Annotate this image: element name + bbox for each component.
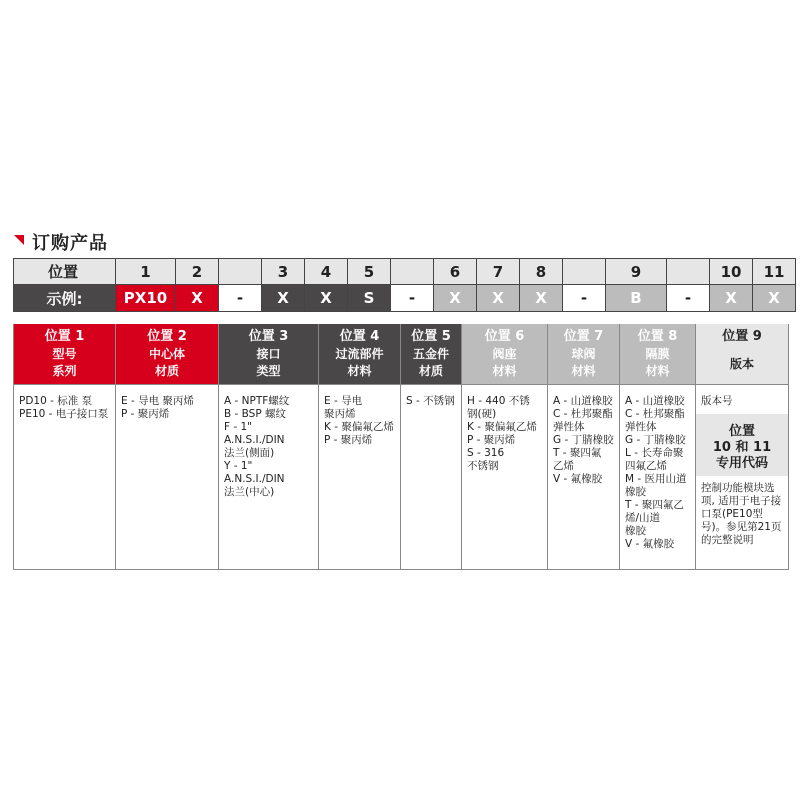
position-cell: 3 bbox=[262, 259, 305, 285]
option-item: T - 聚四氟 乙烯 bbox=[553, 447, 602, 472]
position-label: 位置 bbox=[14, 259, 116, 285]
column-header: 位置 2 中心体 材质 bbox=[116, 324, 219, 385]
example-cell: B bbox=[606, 285, 667, 312]
position-grid bbox=[13, 258, 796, 312]
column-header: 位置 6 阀座 材料 bbox=[462, 324, 548, 385]
position-cell: 2 bbox=[176, 259, 219, 285]
position-cell bbox=[391, 259, 434, 285]
option-item: V - 氟橡胶 bbox=[553, 473, 603, 485]
options-header-row bbox=[14, 324, 789, 385]
option-item: PE10 - 电子接口泵 bbox=[19, 408, 109, 420]
triangle-marker-icon bbox=[14, 235, 24, 245]
option-item: G - 丁腈橡胶 bbox=[625, 434, 686, 446]
option-item: A - 山道橡胶 bbox=[625, 395, 685, 407]
option-item: P - 聚丙烯 bbox=[121, 408, 170, 420]
example-cell: X bbox=[710, 285, 753, 312]
option-cell bbox=[696, 385, 789, 570]
option-cell bbox=[319, 385, 401, 570]
example-cell: - bbox=[219, 285, 262, 312]
position-cell bbox=[667, 259, 710, 285]
option-item: E - 导电 聚丙烯 bbox=[324, 395, 363, 420]
position-row bbox=[14, 259, 796, 285]
option-item: H - 440 不锈 钢(硬) bbox=[467, 395, 530, 420]
option-item: A - NPTF螺纹 bbox=[224, 395, 290, 407]
option-item: P - 聚丙烯 bbox=[324, 434, 373, 446]
option-item: K - 聚偏氟乙烯 bbox=[467, 421, 537, 433]
example-cell: - bbox=[391, 285, 434, 312]
option-item: 版本号 bbox=[701, 395, 733, 407]
option-cell bbox=[548, 385, 620, 570]
option-item: L - 长寿命聚 四氟乙烯 bbox=[625, 447, 684, 472]
option-cell bbox=[14, 385, 116, 570]
option-cell bbox=[620, 385, 696, 570]
option-item: F - 1" A.N.S.I./DIN 法兰(侧面) bbox=[224, 421, 285, 459]
position-cell: 4 bbox=[305, 259, 348, 285]
position-cell: 11 bbox=[753, 259, 796, 285]
example-cell: X bbox=[262, 285, 305, 312]
example-cell: X bbox=[753, 285, 796, 312]
options-body-row bbox=[14, 385, 789, 570]
position-cell bbox=[219, 259, 262, 285]
position-cell: 1 bbox=[116, 259, 176, 285]
position-cell: 6 bbox=[434, 259, 477, 285]
example-cell: X bbox=[434, 285, 477, 312]
example-cell: - bbox=[563, 285, 606, 312]
example-cell: - bbox=[667, 285, 710, 312]
option-item: B - BSP 螺纹 bbox=[224, 408, 287, 420]
option-cell bbox=[116, 385, 219, 570]
option-item: PD10 - 标准 泵 bbox=[19, 395, 93, 407]
example-row bbox=[14, 285, 796, 312]
position-cell: 7 bbox=[477, 259, 520, 285]
position-cell: 9 bbox=[606, 259, 667, 285]
option-item: E - 导电 聚丙烯 bbox=[121, 395, 194, 407]
position-cell: 5 bbox=[348, 259, 391, 285]
option-item: S - 不锈钢 bbox=[406, 395, 455, 407]
example-cell: X bbox=[520, 285, 563, 312]
option-item: T - 聚四氟乙 烯/山道 橡胶 bbox=[625, 499, 684, 537]
option-cell bbox=[219, 385, 319, 570]
option-item: C - 杜邦聚酯 弹性体 bbox=[553, 408, 613, 433]
special-title-line: 专用代码 bbox=[715, 456, 768, 471]
option-item: C - 杜邦聚酯 弹性体 bbox=[625, 408, 685, 433]
example-cell: X bbox=[176, 285, 219, 312]
example-cell: X bbox=[477, 285, 520, 312]
option-cell bbox=[401, 385, 462, 570]
column-header: 位置 7 球阀 材料 bbox=[548, 324, 620, 385]
option-item: V - 氟橡胶 bbox=[625, 538, 675, 550]
option-item: M - 医用山道 橡胶 bbox=[625, 473, 687, 498]
option-item: S - 316 不锈钢 bbox=[467, 447, 505, 472]
section-title-text: 订购产品 bbox=[32, 233, 108, 254]
option-item: P - 聚丙烯 bbox=[467, 434, 516, 446]
special-title-line: 位置 bbox=[728, 424, 755, 439]
special-title-line: 10 和 11 bbox=[712, 440, 772, 455]
example-cell: X bbox=[305, 285, 348, 312]
section-title bbox=[14, 228, 108, 256]
special-code-box bbox=[696, 414, 788, 476]
column-header: 位置 3 接口 类型 bbox=[219, 324, 319, 385]
column-header: 位置 5 五金件 材质 bbox=[401, 324, 462, 385]
column-header: 位置 8 隔膜 材料 bbox=[620, 324, 696, 385]
position-cell: 10 bbox=[710, 259, 753, 285]
example-label: 示例: bbox=[14, 285, 116, 312]
option-item: A - 山道橡胶 bbox=[553, 395, 613, 407]
option-cell bbox=[462, 385, 548, 570]
options-table bbox=[13, 324, 789, 570]
column-header: 位置 1 型号 系列 bbox=[14, 324, 116, 385]
option-item: K - 聚偏氟乙烯 bbox=[324, 421, 394, 433]
example-cell: PX10 bbox=[116, 285, 176, 312]
option-item: G - 丁腈橡胶 bbox=[553, 434, 614, 446]
position-cell bbox=[563, 259, 606, 285]
option-item: Y - 1" A.N.S.I./DIN 法兰(中心) bbox=[224, 460, 285, 498]
special-note: 控制功能模块选项, 适用于电子接口泵(PE10型号)。参见第21页的完整说明 bbox=[701, 482, 782, 546]
column-header: 位置 9 版本 bbox=[696, 324, 789, 385]
position-cell: 8 bbox=[520, 259, 563, 285]
column-header: 位置 4 过流部件 材料 bbox=[319, 324, 401, 385]
example-cell: S bbox=[348, 285, 391, 312]
